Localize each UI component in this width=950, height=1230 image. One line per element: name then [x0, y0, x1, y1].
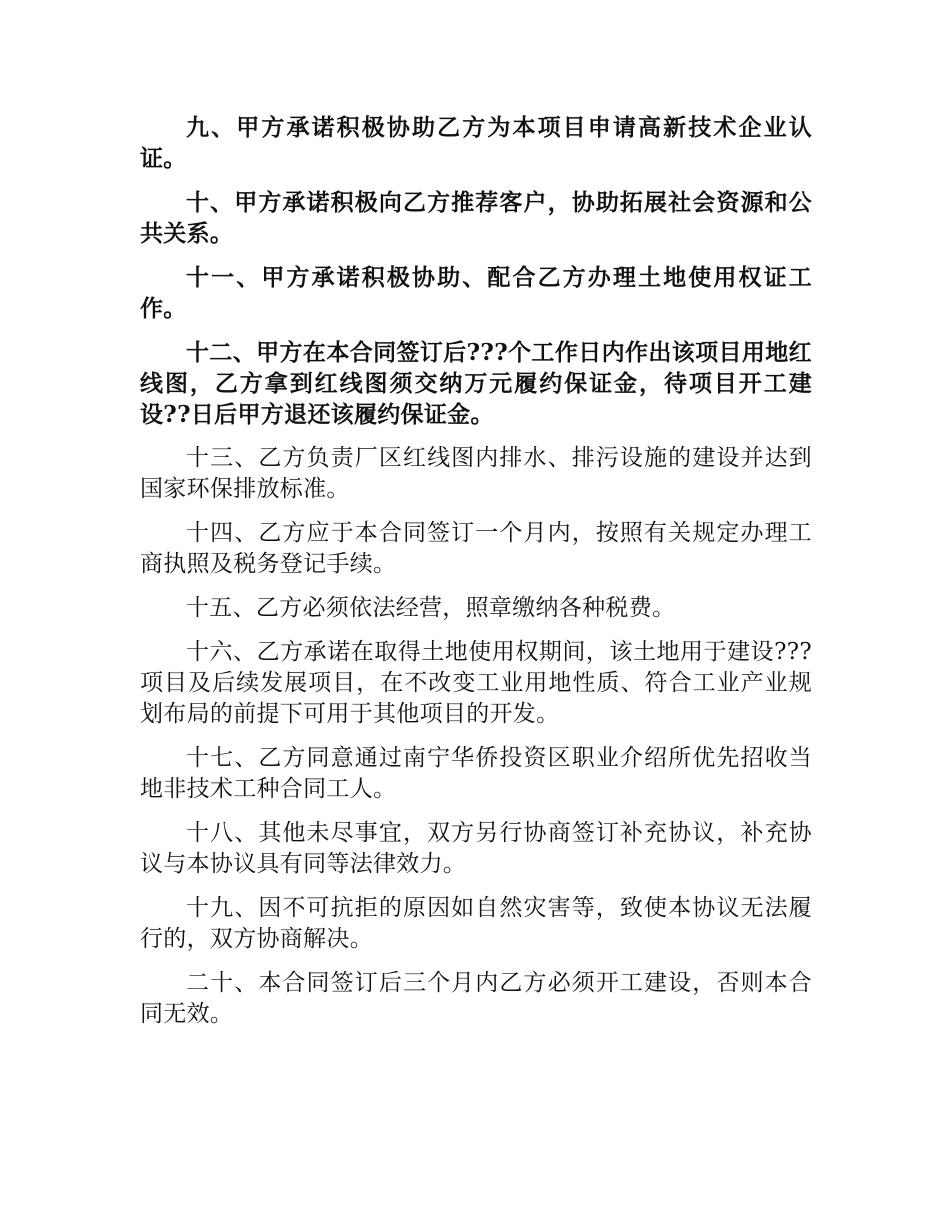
clause-16: 十六、乙方承诺在取得土地使用权期间，该土地用于建设???项目及后续发展项目，在不改变工业用地性质、符合工业产业规划布局的前提下可用于其他项目的开发。 [140, 639, 812, 727]
clause-9: 九、甲方承诺积极协助乙方为本项目申请高新技术企业认证。 [140, 114, 812, 172]
clause-20: 二十、本合同签订后三个月内乙方必须开工建设，否则本合同无效。 [140, 970, 812, 1027]
clause-14: 十四、乙方应于本合同签订一个月内，按照有关规定办理工商执照及税务登记手续。 [140, 520, 812, 577]
clause-15: 十五、乙方必须依法经营，照章缴纳各种税费。 [186, 595, 676, 621]
document-page [140, 112, 812, 1043]
clause-10: 十、甲方承诺积极向乙方推荐客户，协助拓展社会资源和公共关系。 [140, 189, 812, 247]
clause-13: 十三、乙方负责厂区红线图内排水、排污设施的建设并达到国家环保排放标准。 [140, 445, 812, 502]
clause-12: 十二、甲方在本合同签订后???个工作日内作出该项目用地红线图，乙方拿到红线图须交纳万元履约保证金，待项目开工建设??日后甲方退还该履约保证金。 [140, 339, 812, 428]
clause-17: 十七、乙方同意通过南宁华侨投资区职业介绍所优先招收当地非技术工种合同工人。 [140, 745, 812, 802]
clause-19: 十九、因不可抗拒的原因如自然灾害等，致使本协议无法履行的，双方协商解决。 [140, 895, 812, 952]
clause-18: 十八、其他未尽事宜，双方另行协商签订补充协议，补充协议与本协议具有同等法律效力。 [140, 820, 812, 877]
clause-11: 十一、甲方承诺积极协助、配合乙方办理土地使用权证工作。 [140, 264, 812, 322]
